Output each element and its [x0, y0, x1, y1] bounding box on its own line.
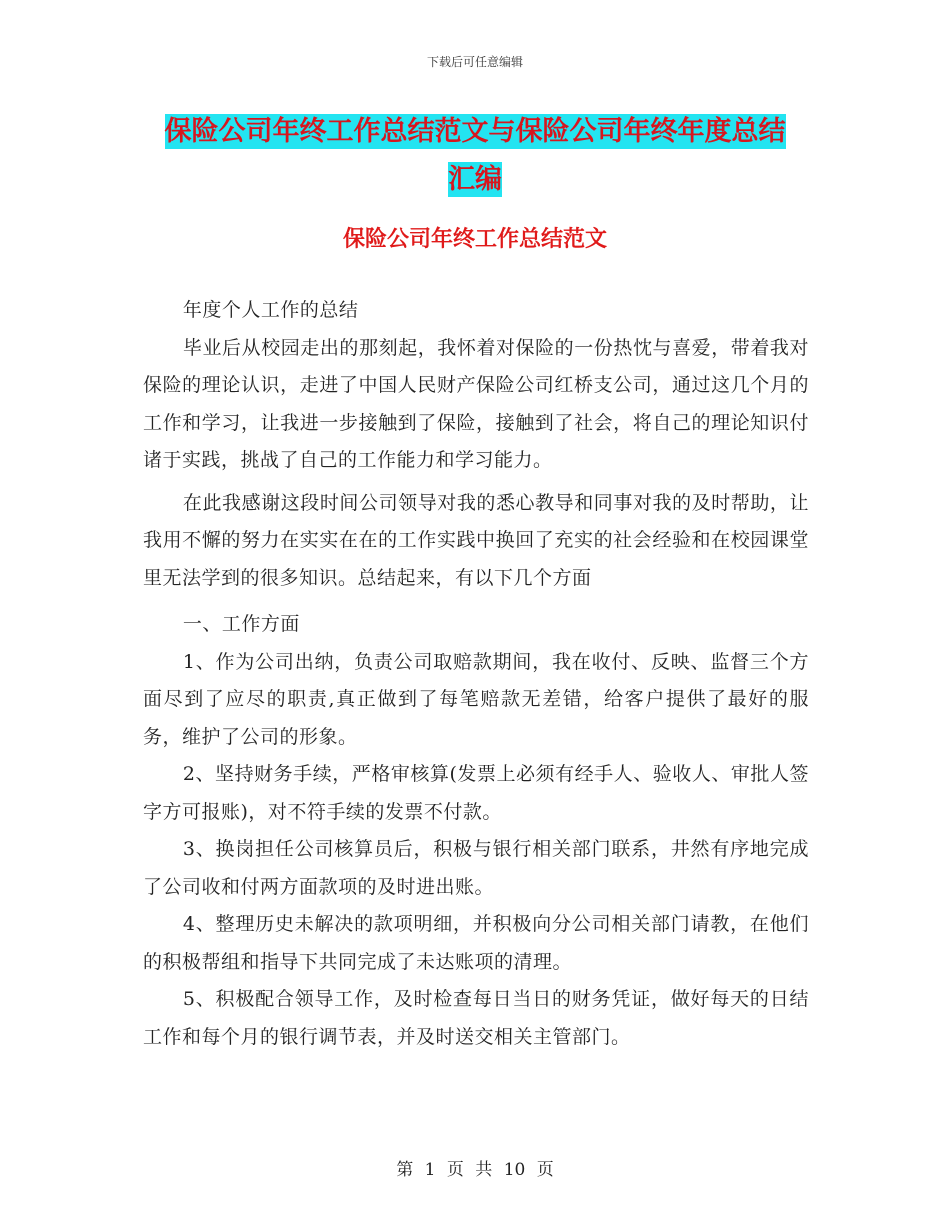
list-item: 3、换岗担任公司核算员后，积极与银行相关部门联系，井然有序地完成了公司收和付两方面款项的及时进出账。 — [143, 838, 809, 898]
page-number: 第 1 页 共 10 页 — [396, 1160, 554, 1180]
document-title — [140, 108, 810, 204]
paragraph-intro: 年度个人工作的总结 — [182, 299, 359, 321]
list-item: 2、坚持财务手续，严格审核算(发票上必须有经手人、验收人、审批人签字方可报账)，对不符手续的发票不付款。 — [143, 763, 809, 823]
paragraph: 毕业后从校园走出的那刻起，我怀着对保险的一份热忱与喜爱，带着我对保险的理论认识，走进了中国人民财产保险公司红桥支公司，通过这几个月的工作和学习，让我进一步接触到了保险，接触到了社会，将自己的理论知识付诸于实践，挑战了自己的工作能力和学习能力。 — [143, 336, 809, 471]
header-note: 下载后可任意编辑 — [426, 55, 523, 69]
paragraph: 在此我感谢这段时间公司领导对我的悉心教导和同事对我的及时帮助，让我用不懈的努力在实实在在的工作实践中换回了充实的社会经验和在校园课堂里无法学到的很多知识。总结起来，有以下几个方面 — [143, 491, 809, 589]
document-title-line1: 保险公司年终工作总结范文与保险公司年终年度总结 — [164, 116, 786, 147]
list-item: 1、作为公司出纳，负责公司取赔款期间，我在收付、反映、监督三个方面尽到了应尽的职责,真正做到了每笔赔款无差错，给客户提供了最好的服务，维护了公司的形象。 — [143, 650, 809, 748]
list-item: 4、整理历史未解决的款项明细，并积极向分公司相关部门请教，在他们的积极帮组和指导下共同完成了未达账项的清理。 — [143, 913, 809, 973]
document-title-line2: 汇编 — [448, 164, 502, 195]
section-heading: 一、工作方面 — [182, 613, 300, 635]
document-body — [143, 292, 809, 1056]
section-title: 保险公司年终工作总结范文 — [342, 227, 607, 252]
list-item: 5、积极配合领导工作，及时检查每日当日的财务凭证，做好每天的日结工作和每个月的银行调节表，并及时送交相关主管部门。 — [143, 988, 809, 1048]
